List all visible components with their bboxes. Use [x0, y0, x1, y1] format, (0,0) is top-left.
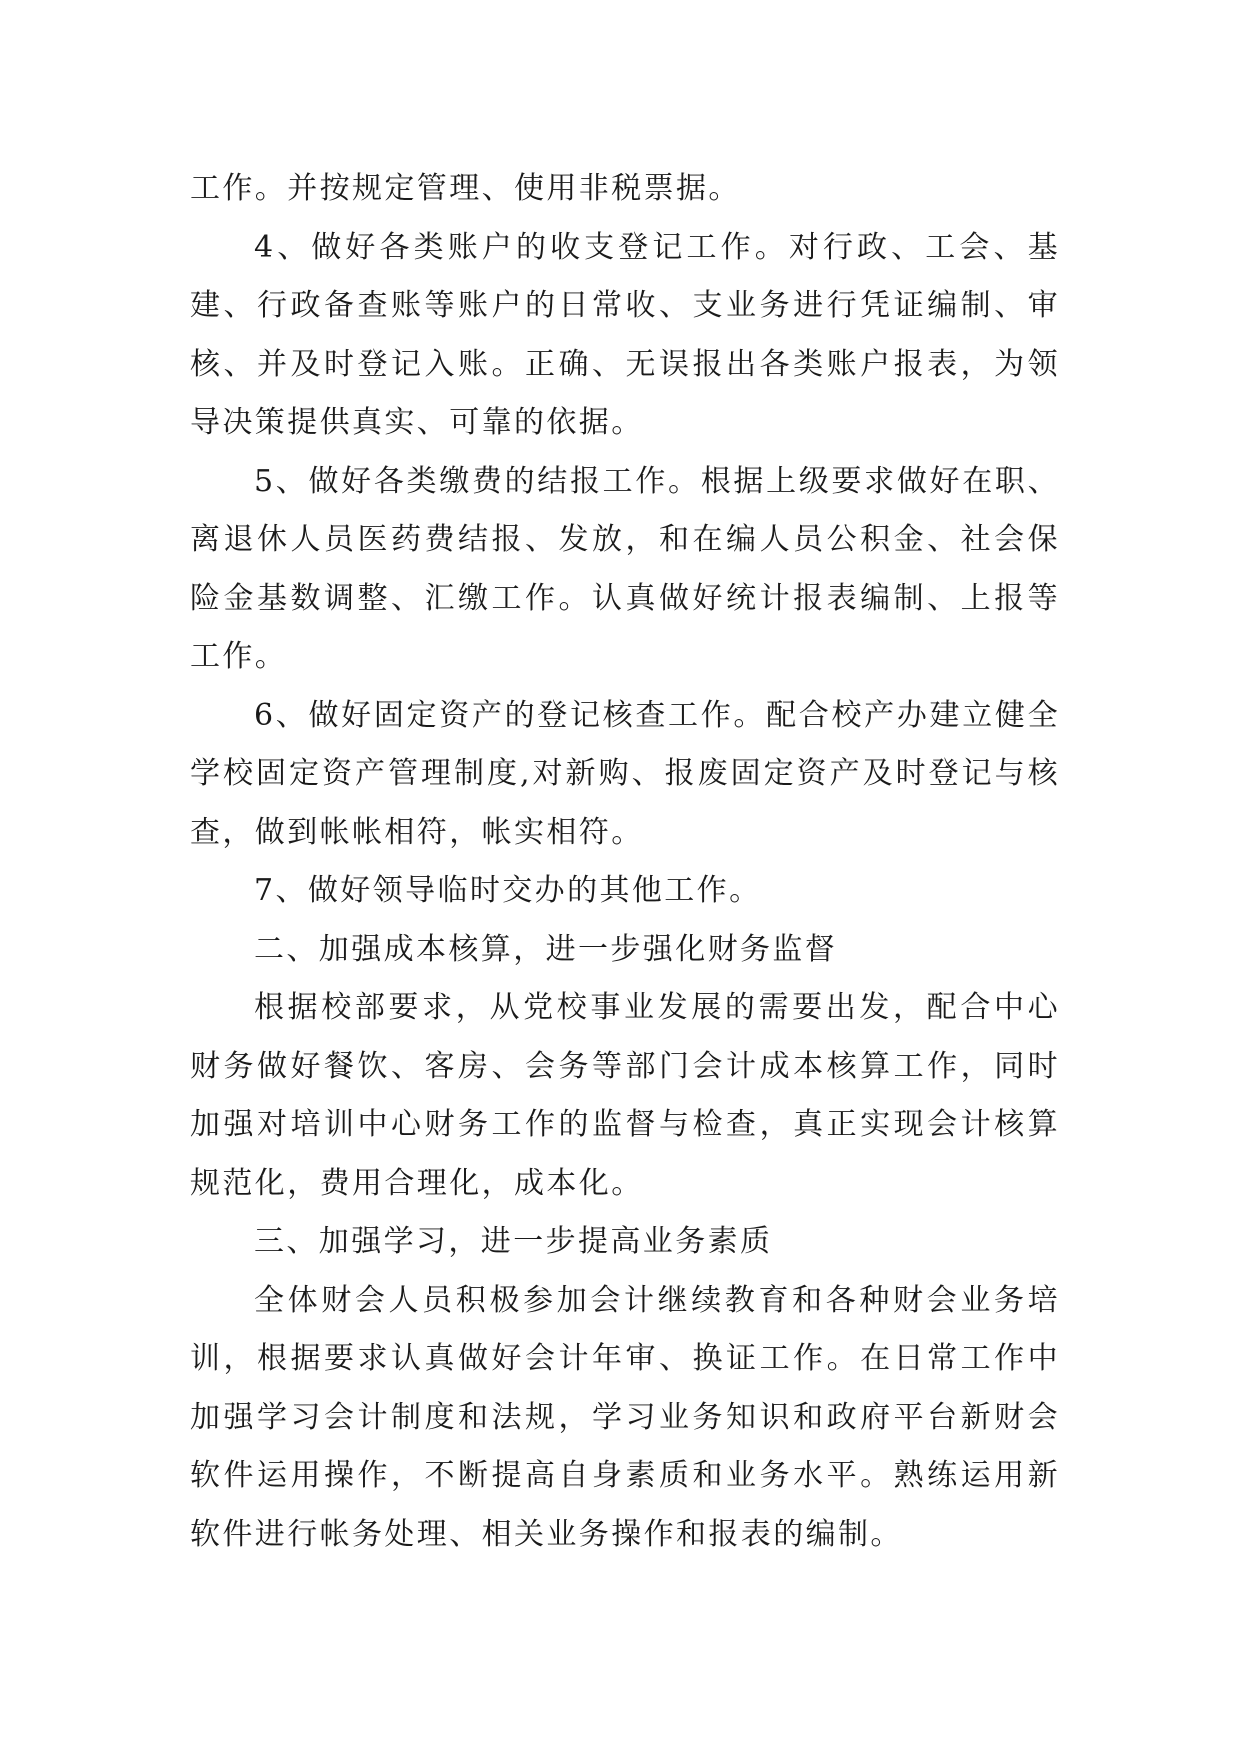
paragraph-item-5: 5、做好各类缴费的结报工作。根据上级要求做好在职、离退休人员医药费结报、发放，和在编人员公积金、社会保险金基数调整、汇缴工作。认真做好统计报表编制、上报等工作。 [190, 463, 1060, 674]
section-heading-2: 二、加强成本核算，进一步强化财务监督 [254, 931, 838, 967]
paragraph-item-7: 7、做好领导临时交办的其他工作。 [254, 873, 762, 908]
paragraph-continuation: 工作。并按规定管理、使用非税票据。 [190, 171, 741, 206]
document-page [190, 160, 1060, 1564]
paragraph-section-3-body: 全体财会人员积极参加会计继续教育和各种财会业务培训，根据要求认真做好会计年审、换证工作。在日常工作中加强学习会计制度和法规，学习业务知识和政府平台新财会软件运用操作，不断提高自身素质和业务水平。熟练运用新软件进行帐务处理、相关业务操作和报表的编制。 [190, 1282, 1060, 1552]
paragraph-item-6: 6、做好固定资产的登记核查工作。配合校产办建立健全学校固定资产管理制度,对新购、报废固定资产及时登记与核查，做到帐帐相符，帐实相符。 [190, 697, 1060, 850]
section-heading-3: 三、加强学习，进一步提高业务素质 [254, 1224, 773, 1259]
paragraph-item-4: 4、做好各类账户的收支登记工作。对行政、工会、基建、行政备查账等账户的日常收、支业务进行凭证编制、审核、并及时登记入账。正确、无误报出各类账户报表，为领导决策提供真实、可靠的依据。 [190, 229, 1060, 440]
paragraph-section-2-body: 根据校部要求，从党校事业发展的需要出发，配合中心财务做好餐饮、客房、会务等部门会计成本核算工作，同时加强对培训中心财务工作的监督与检查，真正实现会计核算规范化，费用合理化，成本化。 [190, 990, 1060, 1201]
